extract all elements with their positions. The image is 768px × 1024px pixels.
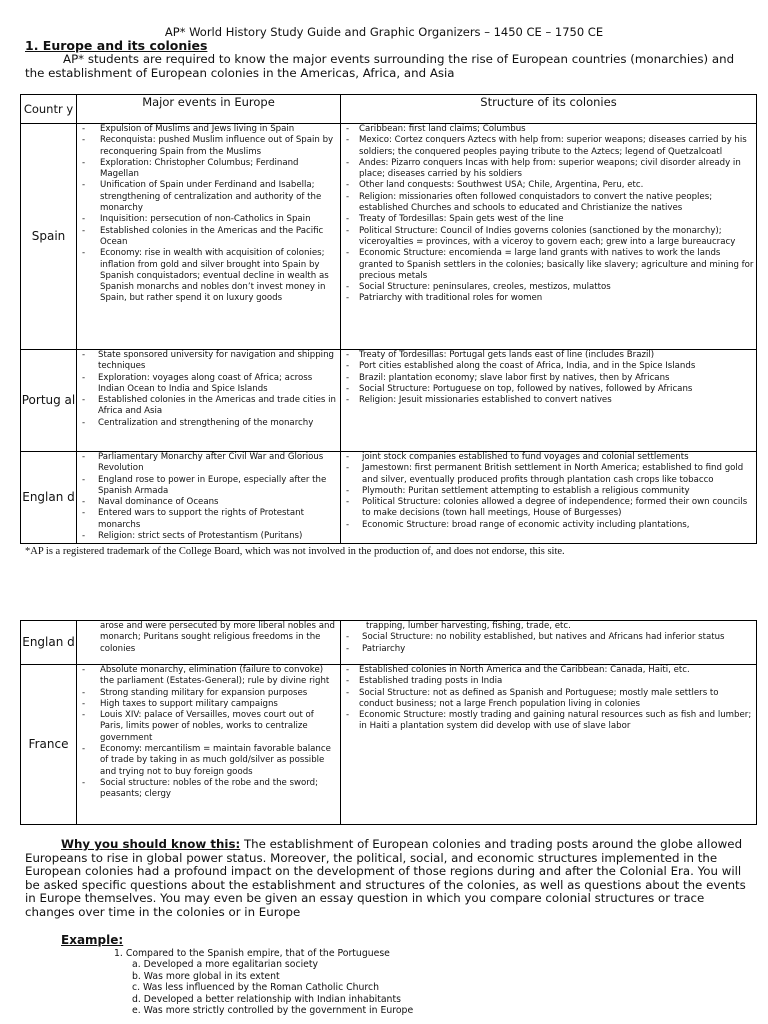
list-item: - Economy: mercantilism = maintain favorable balance of trade by taking in as much gold/silver as possible and trying not to buy foreign goods (81, 744, 338, 778)
list-item: - Plymouth: Puritan settlement attempting to establish a religious community (345, 486, 754, 497)
list-item: - Religion: Jesuit missionaries established to convert natives (345, 395, 754, 406)
list-item: - Religion: strict sects of Protestantism (Puritans) (81, 531, 338, 542)
header-country: Countr y (21, 95, 77, 124)
row-england-continued (21, 621, 757, 665)
list-item: - Absolute monarchy, elimination (failure to convoke) the parliament (Estates-General); rule by divine right (81, 665, 338, 688)
list-item: - Treaty of Tordesillas: Spain gets west of the line (345, 214, 754, 225)
list-item: - High taxes to support military campaigns (81, 699, 338, 710)
england-colonies-cell (341, 452, 757, 544)
list-item: - Strong standing military for expansion purposes (81, 688, 338, 699)
list-item: - Patriarchy (345, 644, 754, 655)
intro-paragraph: AP* students are required to know the major events surrounding the rise of European countries (monarchies) and the establishment of European colonies in the Americas, Africa, and Asia (25, 52, 735, 80)
list-item: - Social structure: nobles of the robe and the sword; peasants; clergy (81, 778, 338, 801)
why-text: The establishment of European colonies and trading posts around the globe allowed Europeans to rise in global power status. Moreover, the political, social, and economic structures implemented in the European colonies had a profound impact on the development of those regions during and after the Colonial Era. You will be asked specific questions about the establishment and structures of the colonies, as well as questions about the events in Europe themselves. You may even be given an essay question in which you compare colonial structures or trace changes over time in the colonies or in Europe (25, 837, 746, 919)
answer-option: e. Was more strictly controlled by the government in Europe (132, 1005, 414, 1017)
country-england: Englan d (21, 452, 77, 544)
list-item: - Established colonies in the Americas and trade cities in Africa and Asia (81, 395, 338, 418)
example-heading: Example: (61, 933, 124, 947)
row-england (21, 452, 757, 544)
england-europe-cell (77, 452, 341, 544)
portugal-europe-list (77, 350, 340, 429)
france-europe-cell (77, 665, 341, 825)
england-colonies-cont-cell (341, 621, 757, 665)
answer-option: d. Developed a better relationship with Indian inhabitants (132, 993, 401, 1005)
list-item: - Expulsion of Muslims and Jews living in Spain (81, 124, 338, 135)
list-item: - Social Structure: Portuguese on top, followed by natives, followed by Africans (345, 384, 754, 395)
list-item: - Exploration: voyages along coast of Africa; across Indian Ocean to India and Spice Islands (81, 373, 338, 396)
list-item: - Centralization and strengthening of the monarchy (81, 418, 338, 429)
portugal-colonies-list (341, 350, 756, 406)
question-stem: 1. Compared to the Spanish empire, that of the Portuguese (114, 948, 390, 959)
list-item: - Caribbean: first land claims; Columbus (345, 124, 754, 135)
list-item: - Port cities established along the coast of Africa, India, and in the Spice Islands (345, 361, 754, 372)
list-item: - Social Structure: no nobility established, but natives and Africans had inferior status (345, 632, 754, 643)
list-item: - Parliamentary Monarchy after Civil War and Glorious Revolution (81, 452, 338, 475)
england-colonies-list (341, 452, 756, 531)
list-item: - Other land conquests: Southwest USA; Chile, Argentina, Peru, etc. (345, 180, 754, 191)
spain-europe-cell (77, 124, 341, 350)
spain-europe-list (77, 124, 340, 305)
list-item: - Andes: Pizarro conquers Incas with help from: superior weapons; civil disorder already in place; diseases carried by his soldiers (345, 158, 754, 181)
list-item: - Economy: rise in wealth with acquisition of colonies; inflation from gold and silver brought into Spain by Spanish conquistadors; eventual decline in wealth as Spanish monarchs and nobles don’t invest money in Spain, but rather spend it on luxury goods (81, 248, 338, 304)
country-england-continued: Englan d (21, 621, 77, 665)
country-spain: Spain (21, 124, 77, 350)
portugal-colonies-cell (341, 350, 757, 452)
list-item: - Louis XIV: palace of Versailles, moves court out of Paris, limits power of nobles, works to centralize government (81, 710, 338, 744)
answer-option: c. Was less influenced by the Roman Catholic Church (132, 982, 380, 994)
row-spain (21, 124, 757, 350)
list-item: - Patriarchy with traditional roles for women (345, 293, 754, 304)
list-item: - Entered wars to support the rights of Protestant monarchs (81, 508, 338, 531)
why-label: Why you should know this: (61, 837, 241, 851)
why-paragraph (25, 838, 747, 920)
list-item: - Economic Structure: broad range of economic activity including plantations, (345, 520, 754, 531)
header-europe: Major events in Europe (77, 95, 341, 124)
list-item: - Unification of Spain under Ferdinand and Isabella; strengthening of centralization and authority of the monarchy (81, 180, 338, 214)
colonies-table (20, 94, 757, 544)
header-colonies: Structure of its colonies (341, 95, 757, 124)
list-item: - Political Structure: colonies allowed a degree of independence; formed their own councils to make decisions (town hall meetings, House of Burgesses) (345, 497, 754, 520)
list-item: - Reconquista: pushed Muslim influence out of Spain by reconquering Spain from the Muslims (81, 135, 338, 158)
list-item: - joint stock companies established to fund voyages and colonial settlements (345, 452, 754, 463)
footnote: *AP is a registered trademark of the College Board, which was not involved in the production of, and does not endorse, this site. (25, 546, 565, 557)
england-colonies-continued: trapping, lumber harvesting, fishing, trade, etc. (366, 621, 571, 631)
country-portugal: Portug al (21, 350, 77, 452)
england-colonies-cont-list (341, 632, 756, 655)
list-item: - Established colonies in North America and the Caribbean: Canada, Haiti, etc. (345, 665, 754, 676)
example-question (114, 948, 413, 1016)
row-france (21, 665, 757, 825)
section-heading: 1. Europe and its colonies (25, 38, 208, 53)
france-colonies-cell (341, 665, 757, 825)
row-portugal (21, 350, 757, 452)
list-item: - Political Structure: Council of Indies governs colonies (sanctioned by the monarchy); viceroyalties = provinces, with a viceroy to govern each; grew into a large bureaucracy (345, 226, 754, 249)
list-item: - Brazil: plantation economy; slave labor first by natives, then by Africans (345, 373, 754, 384)
england-europe-list (77, 452, 340, 542)
country-france: France (21, 665, 77, 825)
list-item: - Treaty of Tordesillas: Portugal gets lands east of line (includes Brazil) (345, 350, 754, 361)
list-item: - State sponsored university for navigation and shipping techniques (81, 350, 338, 373)
colonies-table-continued (20, 620, 757, 825)
list-item: - Social Structure: not as defined as Spanish and Portuguese; mostly male settlers to conduct business; not a large French population living in colonies (345, 688, 754, 711)
list-item: - Jamestown: first permanent British settlement in North America; established to find gold and silver, eventually produced profits through plantation cash crops like tobacco (345, 463, 754, 486)
list-item: - Established trading posts in India (345, 676, 754, 687)
list-item: - Economic Structure: mostly trading and gaining natural resources such as fish and lumber; in Haiti a plantation system did develop with use of slave labor (345, 710, 754, 733)
france-colonies-list (341, 665, 756, 733)
portugal-europe-cell (77, 350, 341, 452)
spain-colonies-cell (341, 124, 757, 350)
list-item: - Exploration: Christopher Columbus; Ferdinand Magellan (81, 158, 338, 181)
list-item: - Naval dominance of Oceans (81, 497, 338, 508)
answer-option: a. Developed a more egalitarian society (132, 959, 319, 971)
list-item: - Religion: missionaries often followed conquistadors to convert the native peoples; established Churches and schools to educated and Christianize the natives (345, 192, 754, 215)
page-title: AP* World History Study Guide and Graphic Organizers – 1450 CE – 1750 CE (164, 25, 604, 39)
list-item: - Economic Structure: encomienda = large land grants with natives to work the lands granted to Spanish settlers in the colonies; basically like slavery; agriculture and mining for precious metals (345, 248, 754, 282)
list-item: - England rose to power in Europe, especially after the Spanish Armada (81, 475, 338, 498)
france-europe-list (77, 665, 340, 801)
england-europe-continued: arose and were persecuted by more liberal nobles and monarch; Puritans sought religious freedoms in the colonies (100, 621, 335, 654)
list-item: - Established colonies in the Americas and the Pacific Ocean (81, 226, 338, 249)
england-europe-cont-cell (77, 621, 341, 665)
list-item: - Inquisition: persecution of non-Catholics in Spain (81, 214, 338, 225)
spain-colonies-list (341, 124, 756, 305)
list-item: - Social Structure: peninsulares, creoles, mestizos, mulattos (345, 282, 754, 293)
list-item: - Mexico: Cortez conquers Aztecs with help from: superior weapons; diseases carried by his soldiers; the conquered peoples paying tribute to the Aztecs; legend of Quetzalcoatl (345, 135, 754, 158)
answer-option: b. Was more global in its extent (132, 970, 280, 982)
